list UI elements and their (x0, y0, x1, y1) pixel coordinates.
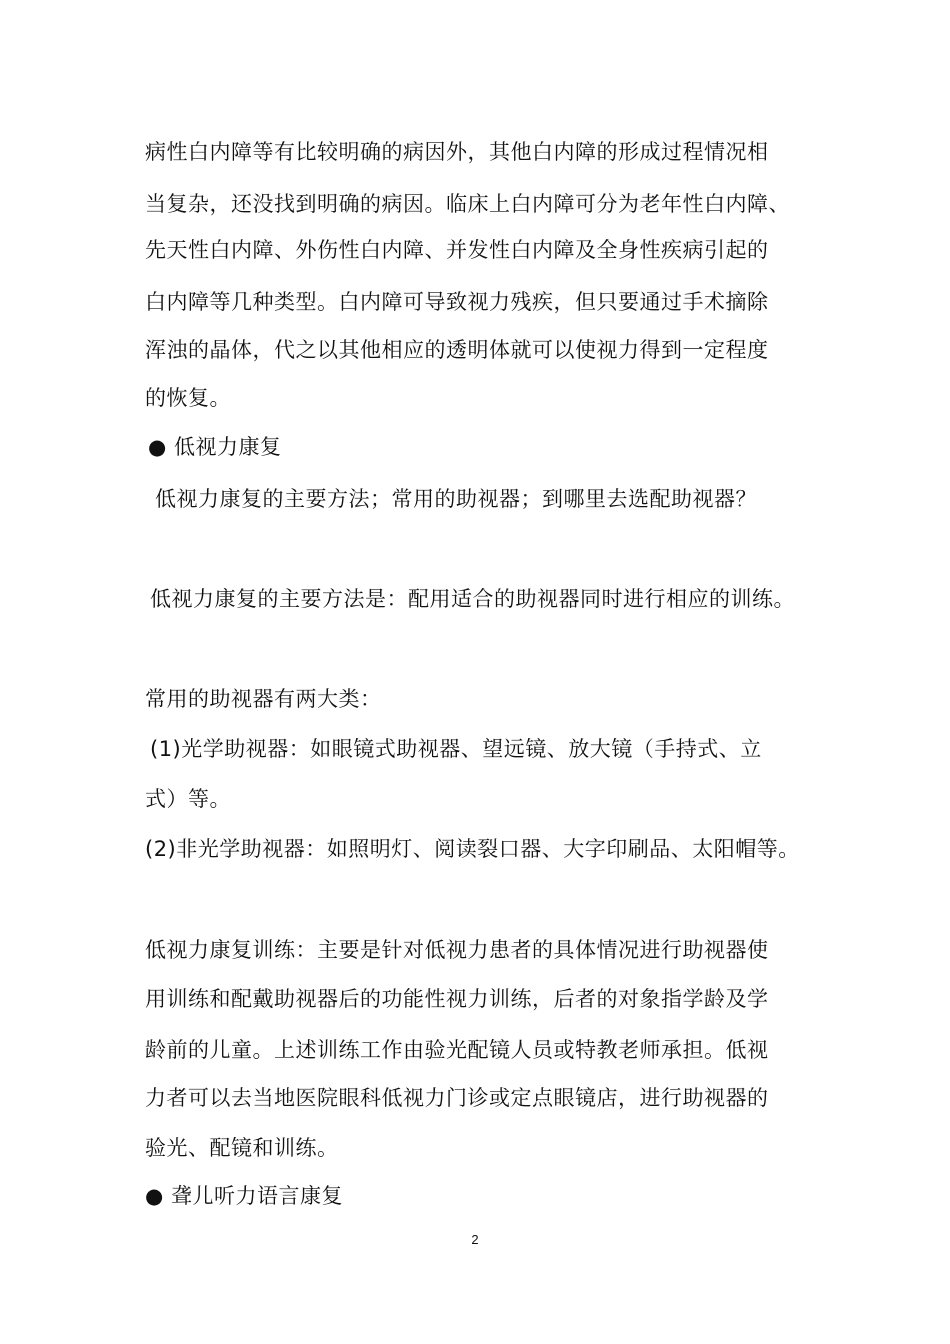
page-number: 2 (471, 1232, 479, 1247)
low-vision-questions: 低视力康复的主要方法；常用的助视器；到哪里去选配助视器？ (155, 487, 757, 511)
paragraph-line: 浑浊的晶体，代之以其他相应的透明体就可以使视力得到一定程度 (145, 338, 769, 362)
optical-aids-line: (1)光学助视器：如眼镜式助视器、望远镜、放大镜（手持式、立 (150, 737, 762, 761)
paragraph-line: 当复杂，还没找到明确的病因。临床上白内障可分为老年性白内障、 (145, 192, 790, 216)
low-vision-method: 低视力康复的主要方法是：配用适合的助视器同时进行相应的训练。 (150, 587, 795, 611)
training-line: 力者可以去当地医院眼科低视力门诊或定点眼镜店，进行助视器的 (145, 1086, 769, 1110)
paragraph-line: 病性白内障等有比较明确的病因外，其他白内障的形成过程情况相 (145, 140, 769, 164)
optical-aids-line: 式）等。 (145, 787, 231, 811)
training-line: 龄前的儿童。上述训练工作由验光配镜人员或特教老师承担。低视 (145, 1038, 769, 1062)
paragraph-line: 先天性白内障、外伤性白内障、并发性白内障及全身性疾病引起的 (145, 238, 769, 262)
paragraph-line: 白内障等几种类型。白内障可导致视力残疾，但只要通过手术摘除 (145, 290, 769, 314)
non-optical-aids: (2)非光学助视器：如照明灯、阅读裂口器、大字印刷品、太阳帽等。 (145, 837, 800, 861)
aids-intro: 常用的助视器有两大类： (145, 687, 382, 711)
training-line: 用训练和配戴助视器后的功能性视力训练，后者的对象指学龄及学 (145, 987, 769, 1011)
training-line: 低视力康复训练：主要是针对低视力患者的具体情况进行助视器使 (145, 938, 769, 962)
section-heading-hearing: ● 聋儿听力语言康复 (145, 1184, 343, 1208)
section-heading-low-vision: ● 低视力康复 (148, 435, 282, 459)
paragraph-line: 的恢复。 (145, 386, 231, 410)
training-line: 验光、配镜和训练。 (145, 1136, 339, 1160)
